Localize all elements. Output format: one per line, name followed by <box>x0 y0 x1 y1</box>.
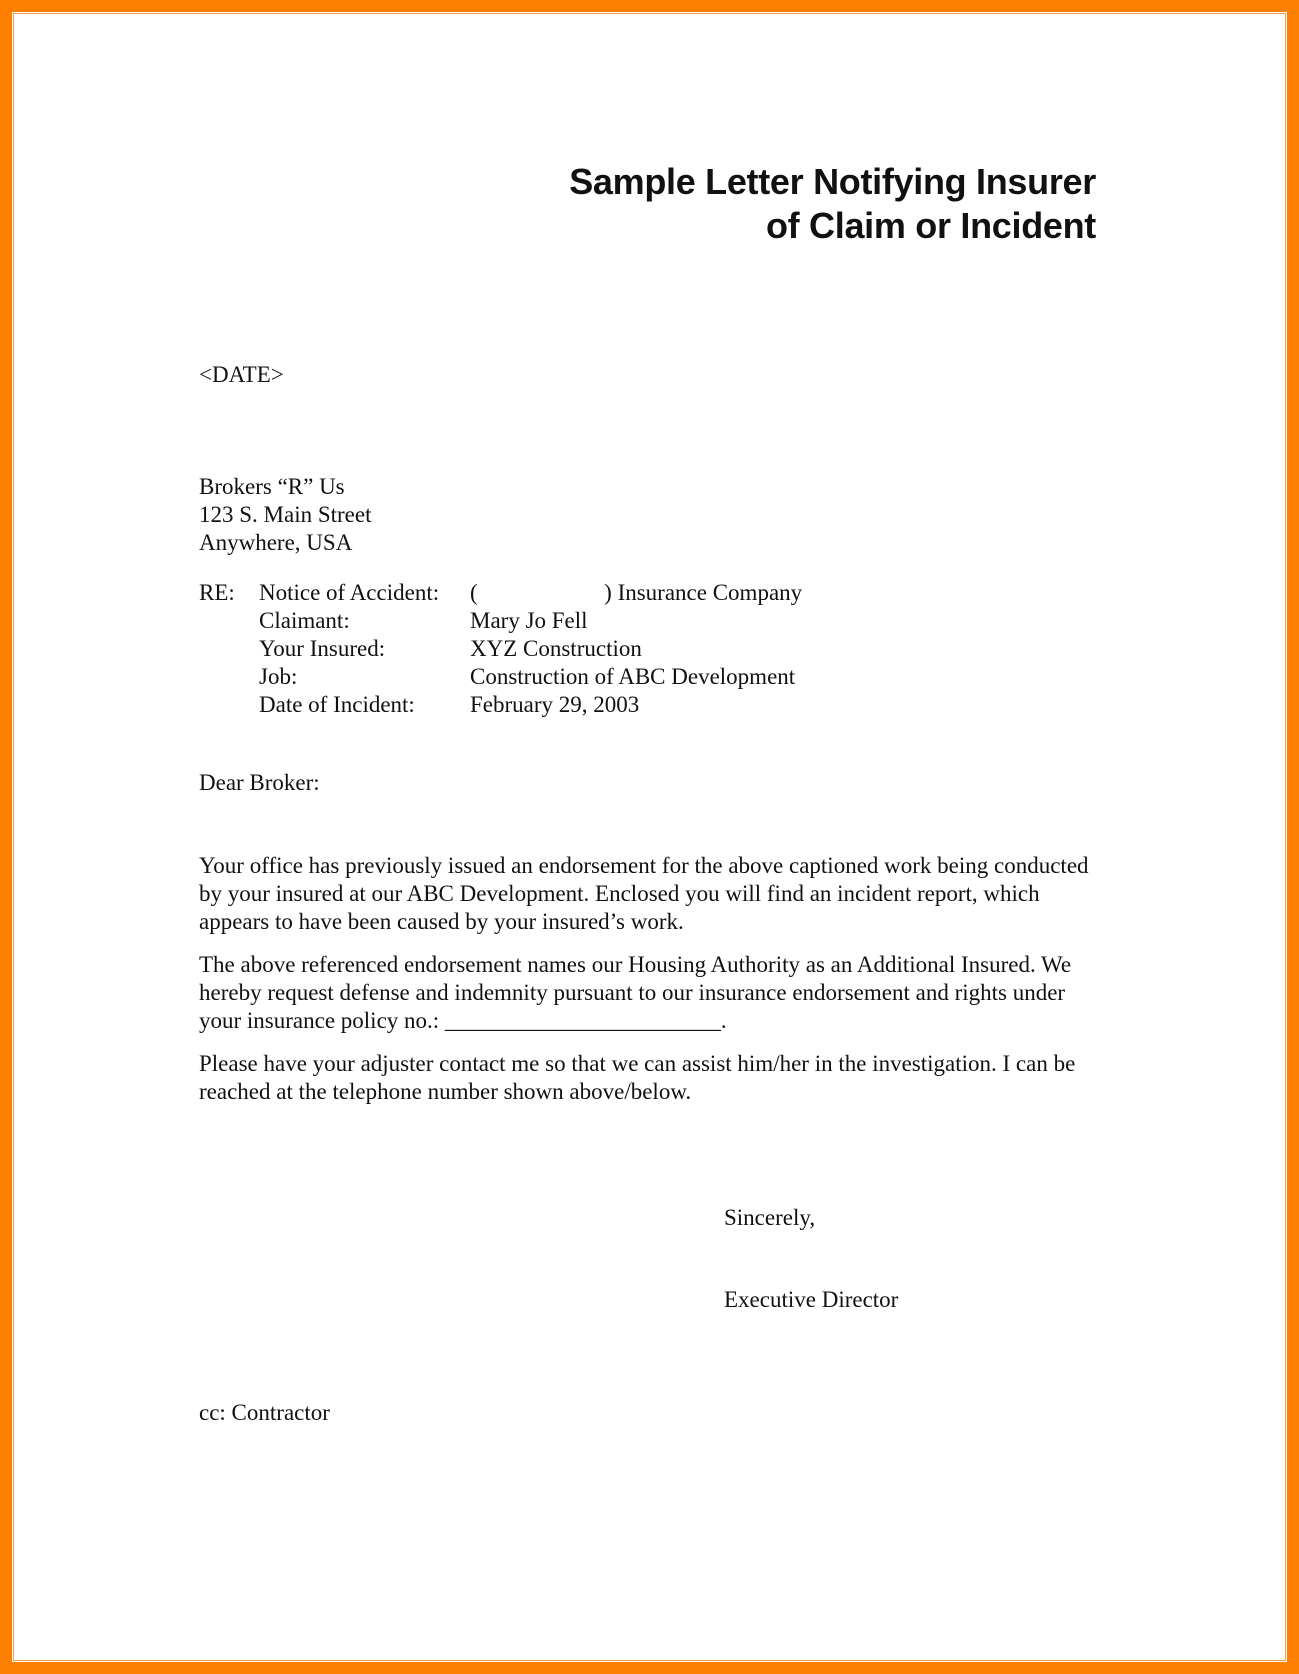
salutation: Dear Broker: <box>199 770 320 795</box>
re-row-label: Claimant: <box>259 608 350 633</box>
re-row-value: XYZ Construction <box>470 636 642 661</box>
paragraph-line: reached at the telephone number shown above/below. <box>199 1079 692 1104</box>
closing: Sincerely, <box>724 1205 816 1230</box>
paragraph-1 <box>199 852 1099 936</box>
paragraph-line: by your insured at our ABC Development. Enclosed you will find an incident report, which <box>199 881 1040 906</box>
paragraph-line: appears to have been caused by your insured’s work. <box>199 909 684 934</box>
re-row-value: ( ) Insurance Company <box>470 580 803 605</box>
recipient-street: 123 S. Main Street <box>199 502 372 527</box>
recipient-name: Brokers “R” Us <box>199 474 345 499</box>
re-row-label: Job: <box>259 664 298 689</box>
re-row-label: Date of Incident: <box>259 692 415 717</box>
cc-line: cc: Contractor <box>199 1400 330 1425</box>
paragraph-line: The above referenced endorsement names our Housing Authority as an Additional Insured. We <box>199 952 1072 977</box>
re-row-label: Notice of Accident: <box>259 580 440 605</box>
re-row-value: February 29, 2003 <box>470 692 640 717</box>
paragraph-line: your insurance policy no.: ________________________. <box>199 1008 727 1033</box>
recipient-city: Anywhere, USA <box>199 530 353 555</box>
signature-title: Executive Director <box>724 1287 899 1312</box>
letter-title <box>569 160 1096 248</box>
paragraph-3 <box>199 1050 1099 1106</box>
re-row-value: Mary Jo Fell <box>470 608 588 633</box>
paragraph-2 <box>199 951 1099 1035</box>
title-line-1: Sample Letter Notifying Insurer <box>569 161 1096 202</box>
recipient-address <box>199 473 372 557</box>
re-row-value: Construction of ABC Development <box>470 664 796 689</box>
paragraph-line: hereby request defense and indemnity pursuant to our insurance endorsement and rights under <box>199 980 1066 1005</box>
re-label: RE: <box>199 580 235 605</box>
paragraph-line: Your office has previously issued an endorsement for the above captioned work being conducted <box>199 853 1089 878</box>
title-line-2: of Claim or Incident <box>765 205 1096 246</box>
re-row-label: Your Insured: <box>259 636 386 661</box>
paragraph-line: Please have your adjuster contact me so that we can assist him/her in the investigation. I can be <box>199 1051 1076 1076</box>
date-placeholder: <DATE> <box>199 362 284 387</box>
